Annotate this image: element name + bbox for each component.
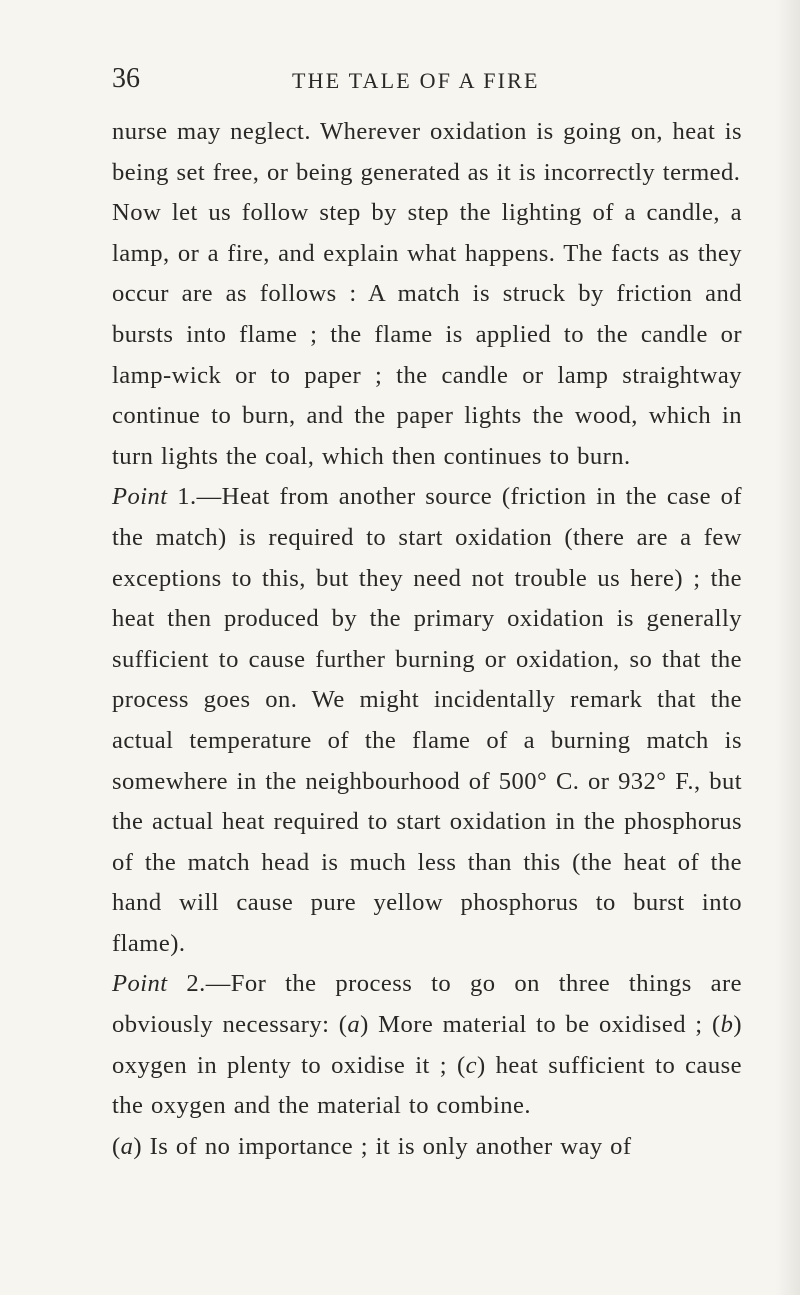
- paragraph-a-text: ) Is of no importance ; it is only another way of: [133, 1132, 632, 1160]
- paragraph-point-1: [112, 477, 742, 964]
- point-2-text-a: —For the process to go on three things are obviously necessary: (: [112, 970, 742, 1039]
- point-2-number: 2.: [186, 970, 206, 998]
- paragraph-2: [112, 193, 742, 477]
- point-2-text-d: ) heat sufficient to cause the oxygen and the material to combine.: [112, 1051, 742, 1120]
- point-1-text: —Heat from another source (friction in the case of the match) is required to start oxidation (there are a few exceptions to this, but they need not trouble us here) ; the heat then produced by the primary oxidation is generally sufficient to cause further burning or oxidation, so that the process goes on. We might incidentally remark that the actual temperature of the flame of a burning match is somewhere in the neighbourhood of 500° C. or 932° F., but the actual heat required to start oxidation in the phosphorus of the match head is much less than this (the heat of the hand will cause pure yellow phosphorus to burst into flame).: [112, 483, 742, 957]
- point-2-text-c: ) oxygen in plenty to oxidise it ; (: [112, 1011, 742, 1079]
- paragraph-a: [112, 1127, 742, 1168]
- paragraph-1-text: nurse may neglect. Wherever oxidation is going on, heat is being set free, or being generated as it is incorrectly termed.: [112, 118, 742, 186]
- paragraph-a-letter: a: [120, 1132, 134, 1160]
- point-2-letter-a: a: [347, 1011, 361, 1039]
- paragraph-point-2: [112, 964, 742, 1126]
- paragraph-1: [112, 112, 742, 193]
- paragraph-a-pre: (: [112, 1132, 121, 1160]
- body-text: [112, 112, 742, 1167]
- running-title: THE TALE OF A FIRE: [292, 68, 540, 93]
- paragraph-2-text: Now let us follow step by step the lighting of a candle, a lamp, or a fire, and explain what happens. The facts as they occur are as follows : A match is struck by friction and bursts into flame ; the flame is applied to the candle or lamp-wick or to paper ; the candle or lamp straightway continue to burn, and the paper lights the wood, which in turn lights the coal, which then continues to burn.: [112, 199, 742, 470]
- page-number: 36: [112, 63, 140, 94]
- page-header: [112, 62, 742, 96]
- point-2-text-b: ) More material to be oxidised ; (: [360, 1011, 721, 1039]
- point-1-lead: Point: [112, 483, 168, 511]
- page-edge-shadow: [776, 0, 800, 1295]
- point-2-letter-b: b: [720, 1011, 734, 1039]
- point-1-number: 1.: [177, 483, 197, 511]
- point-2-letter-c: c: [465, 1051, 477, 1079]
- point-2-lead: Point: [112, 970, 168, 998]
